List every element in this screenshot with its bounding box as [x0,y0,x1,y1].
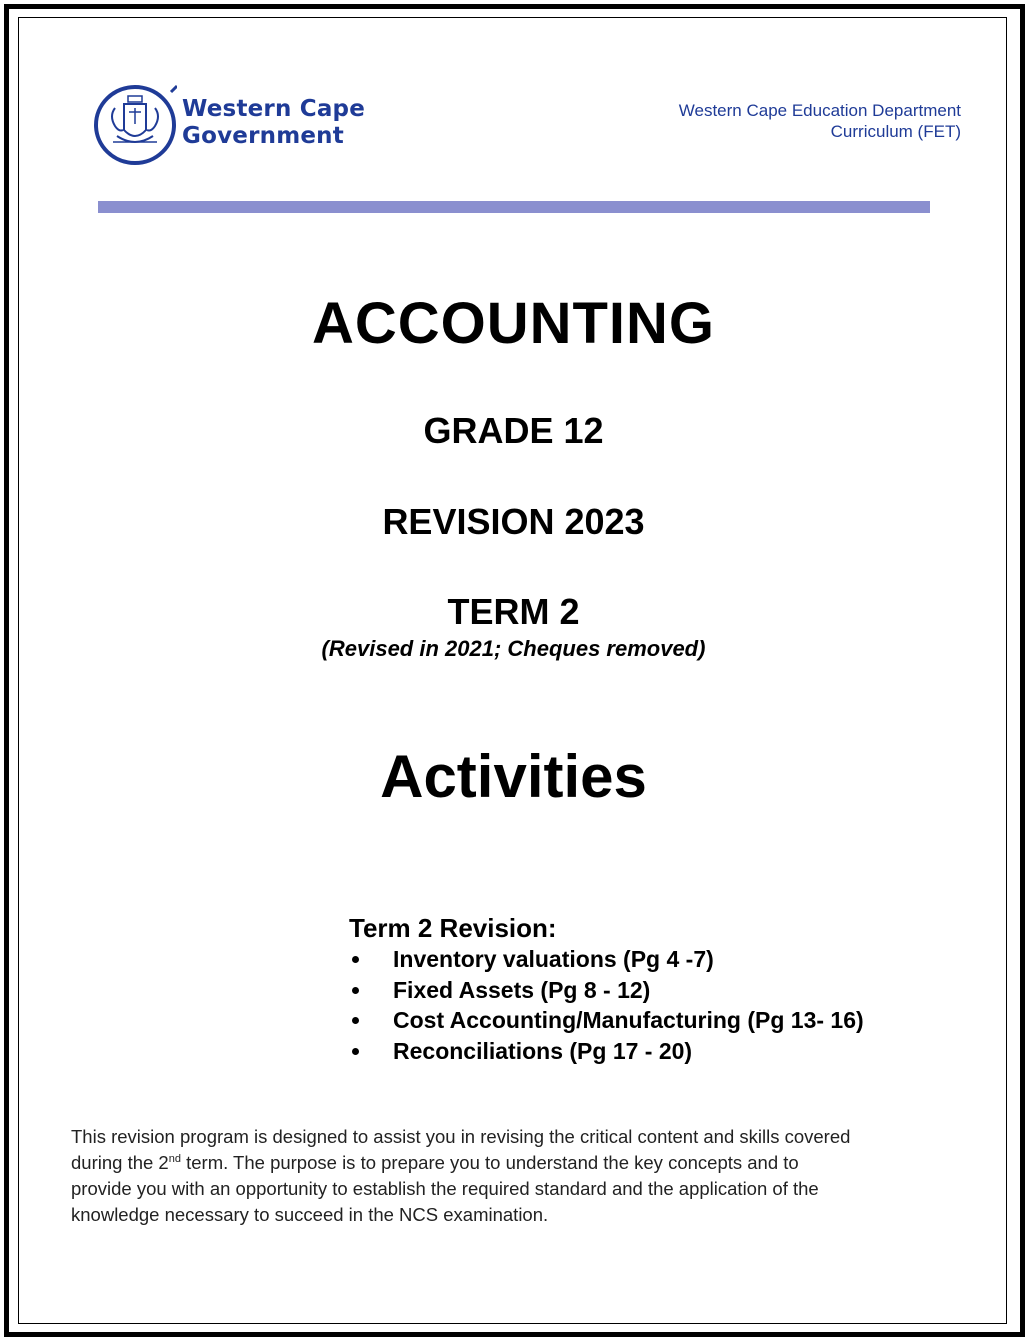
department-info [679,100,961,142]
bullet-icon [352,1017,359,1024]
paragraph-line: knowledge necessary to succeed in the NCS examination. [71,1204,549,1225]
topics-section [349,912,864,1066]
topics-list [349,944,864,1066]
list-item [349,1005,864,1036]
bullet-icon [352,956,359,963]
logo-line-1: Western Cape [182,96,366,122]
intro-paragraph [71,1124,971,1228]
topics-heading: Term 2 Revision: [349,913,557,943]
logo-wordmark [182,96,365,150]
logo-line-2: Government [182,123,344,149]
topic-label: Reconciliations (Pg 17 - 20) [393,1037,693,1064]
subject-title: ACCOUNTING [311,291,716,356]
term-heading: TERM 2 [447,591,580,632]
paragraph-text: during the 2 [71,1152,169,1173]
paragraph-text: term. The purpose is to prepare you to understand the key concepts and to [180,1152,799,1173]
department-name: Western Cape Education Department [678,101,961,120]
revision-heading: REVISION 2023 [382,501,645,542]
list-item [349,975,864,1006]
topic-label: Fixed Assets (Pg 8 - 12) [393,976,651,1003]
topic-label: Cost Accounting/Manufacturing (Pg 13- 16) [393,1007,864,1033]
revision-note: (Revised in 2021; Cheques removed) [321,636,706,661]
list-item [349,944,864,975]
western-cape-coat-of-arms-icon [93,84,177,166]
paragraph-line: provide you with an opportunity to establish the required standard and the application of the [71,1178,819,1199]
bullet-icon [352,987,359,994]
document-type-heading: Activities [380,743,647,810]
curriculum-label: Curriculum (FET) [830,122,961,141]
list-item [349,1036,864,1067]
topic-label: Inventory valuations (Pg 4 -7) [393,946,714,972]
ordinal-suffix: nd [168,1152,181,1165]
paragraph-line [71,1150,971,1176]
header-divider [98,201,930,213]
paragraph-line: This revision program is designed to assist you in revising the critical content and skills covered [71,1126,851,1147]
grade-heading: GRADE 12 [423,410,604,451]
bullet-icon [352,1048,359,1055]
